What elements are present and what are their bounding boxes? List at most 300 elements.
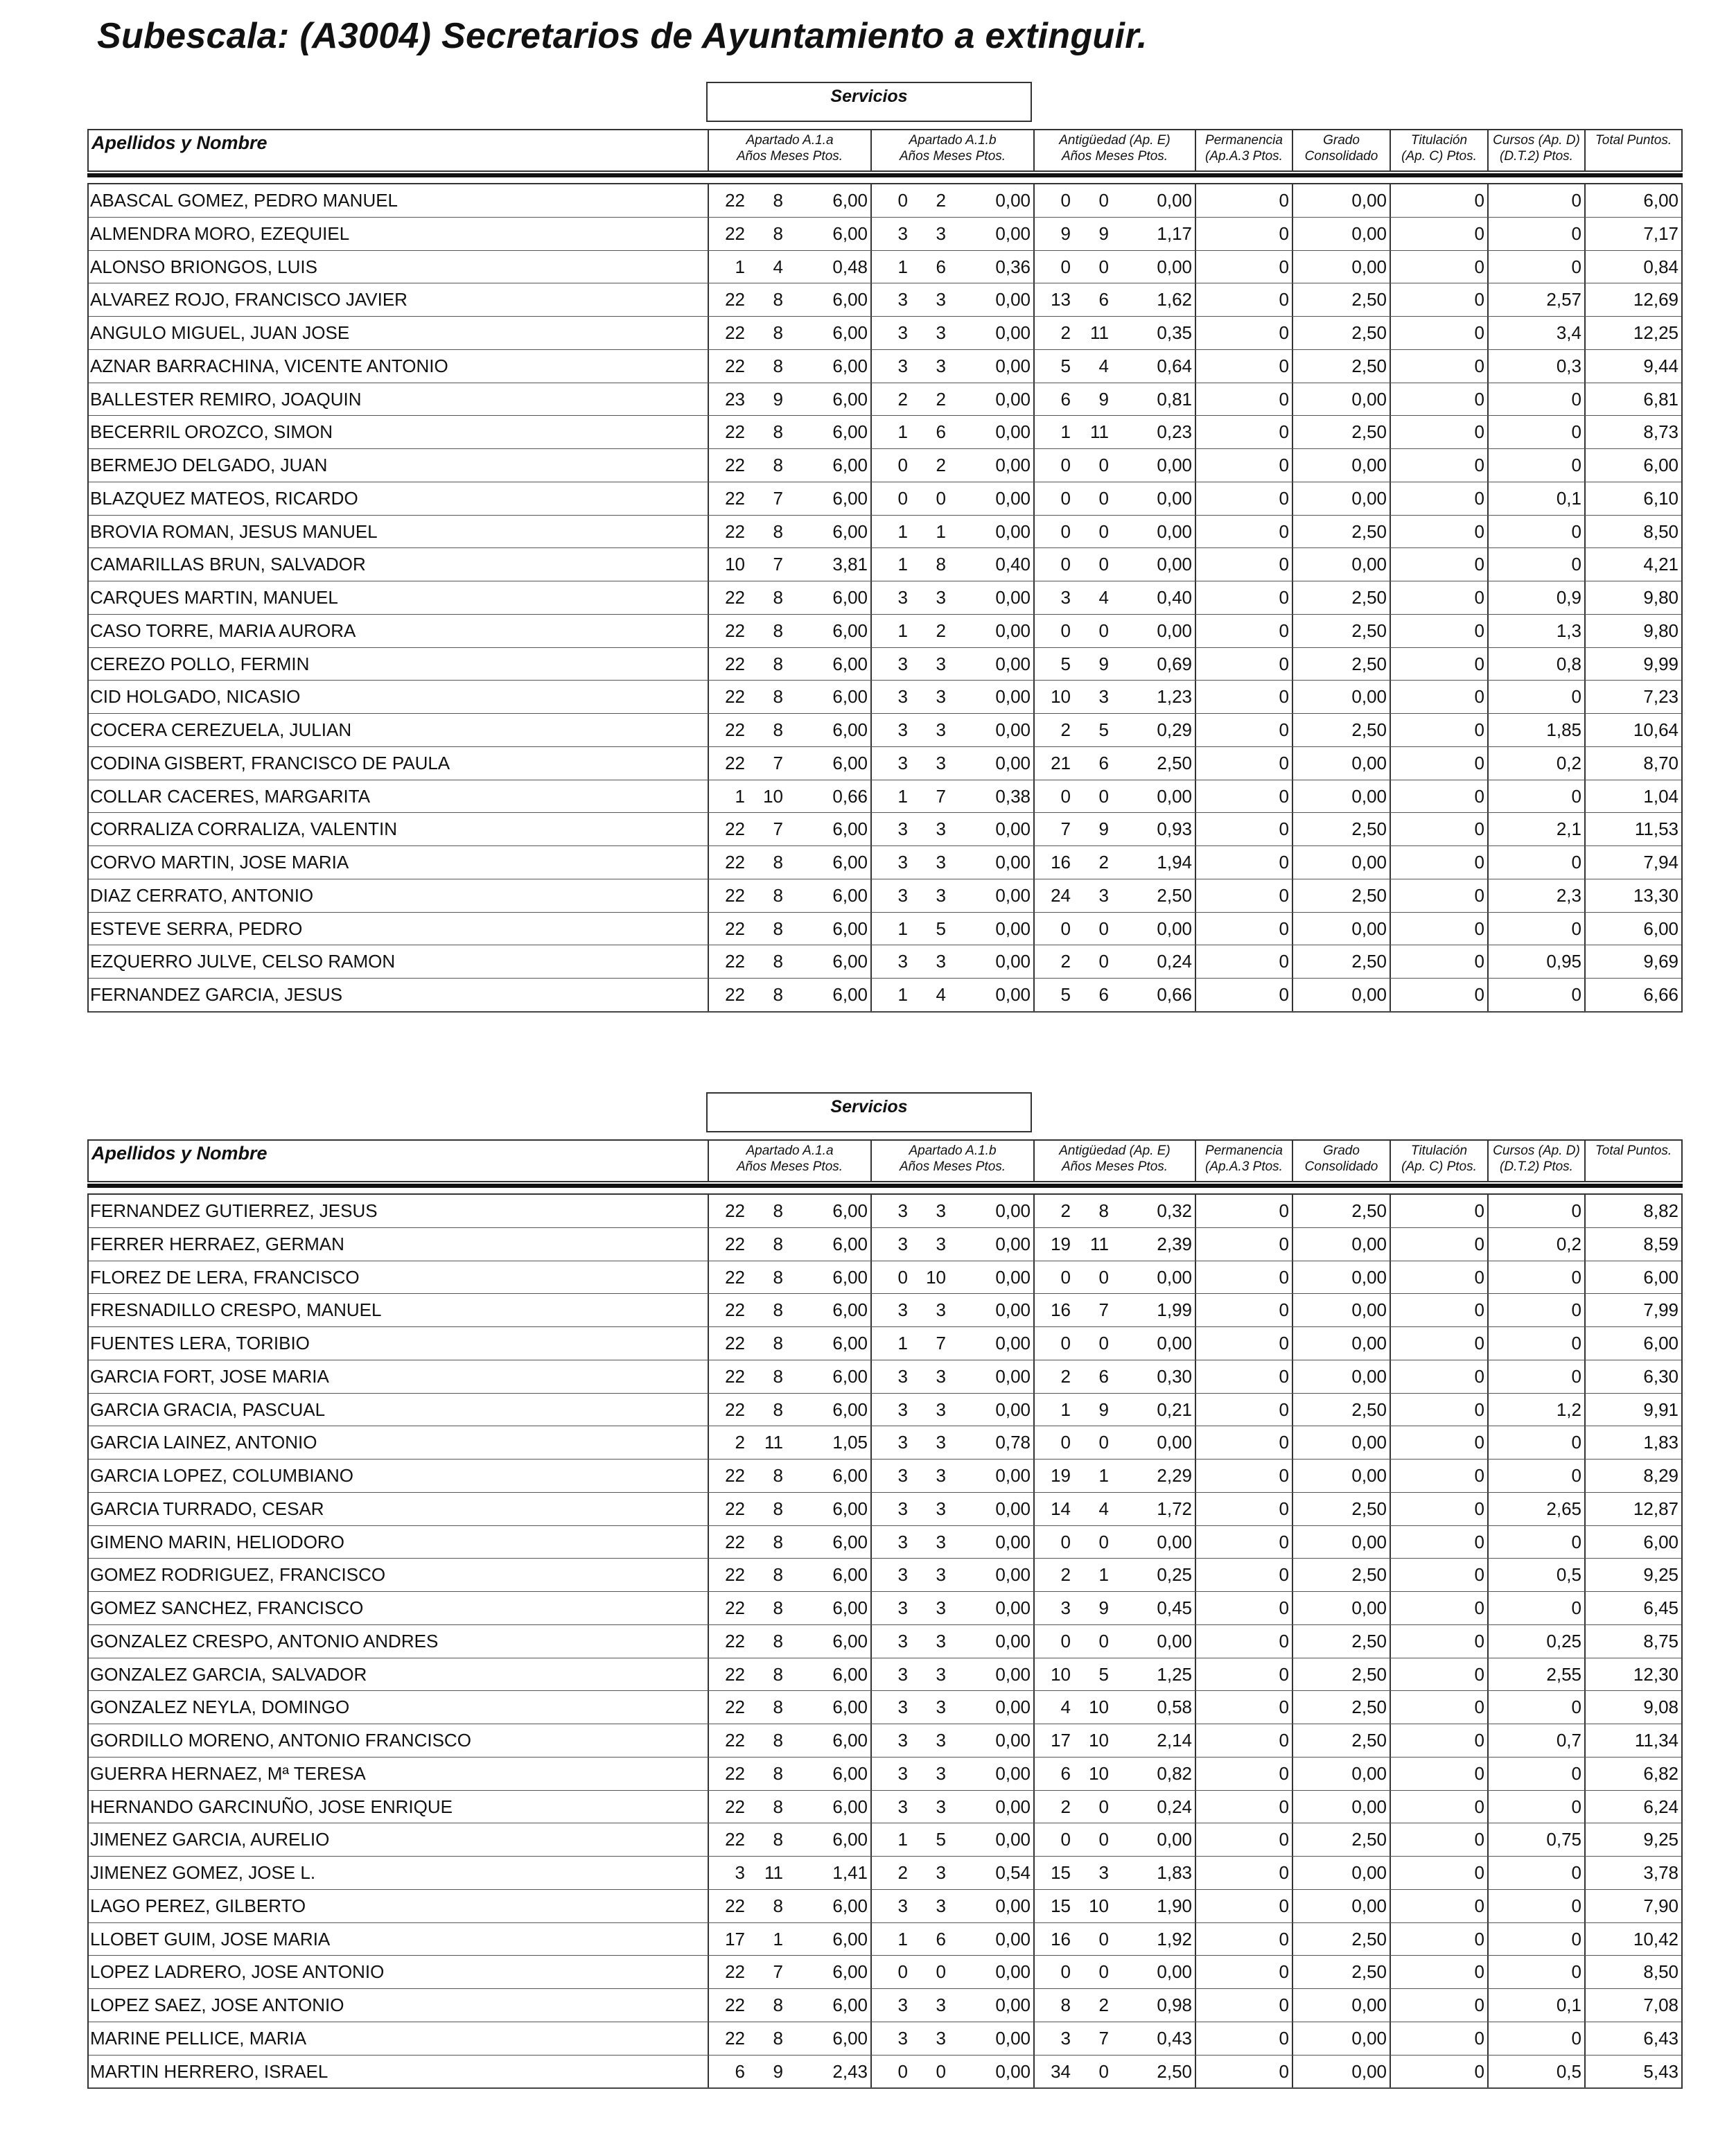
- cell-ant-meses: 5: [1098, 1663, 1109, 1685]
- cell-a1a-ptos: 6,00: [832, 1762, 868, 1784]
- col-header-titulacion: [1390, 130, 1487, 170]
- cell-permanencia: 0: [1195, 1493, 1292, 1525]
- cell-ant-ptos: 0,00: [1157, 190, 1192, 211]
- cell-ant-ptos: 0,00: [1157, 487, 1192, 509]
- cell-cursos: 0,3: [1487, 350, 1584, 383]
- cell-a1b-ptos: 0,00: [995, 1200, 1031, 1221]
- cell-total: 11,53: [1584, 813, 1681, 845]
- cell-ant-meses: 0: [1098, 1928, 1109, 1949]
- cell-a1b-meses: 3: [936, 1995, 946, 2015]
- cell-grado: 0,00: [1292, 383, 1390, 416]
- cell-ant-anos: 16: [1033, 846, 1075, 879]
- cell-a1a-meses: 8: [773, 421, 783, 443]
- cell-total: 12,30: [1584, 1658, 1681, 1691]
- table-row: [89, 2056, 1681, 2089]
- cell-ant-meses: 0: [1098, 455, 1109, 475]
- cell-cursos: 0,95: [1487, 945, 1584, 978]
- cell-grado: 2,50: [1292, 1724, 1390, 1757]
- cell-a1a-anos: 22: [708, 1526, 749, 1559]
- col-header-grado-line1: Grado: [1323, 133, 1360, 148]
- cell-ant-ptos: 0,29: [1157, 719, 1192, 740]
- cell-a1b-meses: 0: [936, 2060, 946, 2082]
- cell-ant-meses: 9: [1098, 222, 1109, 244]
- table-row: [89, 1658, 1681, 1692]
- cell-total: 8,59: [1584, 1228, 1681, 1261]
- cell-cursos: 0: [1487, 449, 1584, 482]
- table-row: [89, 2022, 1681, 2056]
- cell-cursos: 0: [1487, 1758, 1584, 1790]
- cell-permanencia: 0: [1195, 615, 1292, 647]
- cell-ant-ptos: 1,25: [1157, 1663, 1192, 1685]
- cell-total: 6,00: [1584, 913, 1681, 945]
- cell-total: 4,21: [1584, 548, 1681, 581]
- cell-grado: 2,50: [1292, 1691, 1390, 1724]
- cell-a1a-ptos: 3,81: [832, 554, 868, 575]
- cell-total: 6,00: [1584, 1526, 1681, 1559]
- cell-a1b-anos: 3: [870, 681, 912, 713]
- cell-cursos: 0: [1487, 681, 1584, 713]
- cell-a1a-ptos: 6,00: [832, 1200, 868, 1221]
- cell-titulacion: 0: [1390, 648, 1487, 681]
- table-row: [89, 1592, 1681, 1625]
- cell-cursos: 0: [1487, 548, 1584, 581]
- table-row: [89, 1327, 1681, 1360]
- cell-ant-ptos: 0,32: [1157, 1200, 1192, 1221]
- cell-a1a-meses: 8: [773, 1564, 783, 1586]
- cell-a1a-anos: 22: [708, 1394, 749, 1426]
- cell-ant-meses: 0: [1098, 190, 1109, 211]
- cell-permanencia: 0: [1195, 1394, 1292, 1426]
- cell-a1b-anos: 0: [870, 482, 912, 515]
- cell-grado: 2,50: [1292, 648, 1390, 681]
- table-row: [89, 1923, 1681, 1956]
- cell-permanencia: 0: [1195, 1228, 1292, 1261]
- cell-a1a-ptos: 6,00: [832, 1564, 868, 1586]
- table-row: [89, 449, 1681, 482]
- col-header-a1a: [708, 1141, 870, 1181]
- cell-name: ESTEVE SERRA, PEDRO: [90, 918, 303, 939]
- cell-name: BROVIA ROMAN, JESUS MANUEL: [90, 520, 378, 542]
- cell-name: ALMENDRA MORO, EZEQUIEL: [90, 222, 350, 244]
- cell-a1b-meses: 8: [936, 554, 946, 575]
- cell-name: ANGULO MIGUEL, JUAN JOSE: [90, 322, 350, 343]
- cell-ant-ptos: 0,00: [1157, 1829, 1192, 1850]
- cell-total: 8,29: [1584, 1460, 1681, 1492]
- cell-name: EZQUERRO JULVE, CELSO RAMON: [90, 951, 396, 972]
- cell-titulacion: 0: [1390, 1857, 1487, 1889]
- cell-a1b-ptos: 0,00: [995, 190, 1031, 211]
- table-body: [87, 1193, 1683, 2089]
- cell-a1a-anos: 1: [708, 780, 749, 813]
- cell-ant-meses: 6: [1098, 1365, 1109, 1387]
- cell-a1b-ptos: 0,00: [995, 1233, 1031, 1254]
- cell-ant-meses: 0: [1098, 487, 1109, 509]
- cell-ant-meses: 9: [1098, 653, 1109, 674]
- col-header-tit-line1: Titulación: [1410, 1143, 1468, 1158]
- cell-a1b-meses: 7: [936, 1333, 946, 1353]
- cell-a1b-meses: 2: [936, 388, 946, 410]
- cell-a1a-anos: 22: [708, 516, 749, 548]
- cell-ant-meses: 6: [1098, 984, 1109, 1005]
- cell-a1a-meses: 8: [773, 190, 783, 211]
- cell-a1a-meses: 4: [773, 256, 783, 277]
- cell-cursos: 0,7: [1487, 1724, 1584, 1757]
- table-row: [89, 1989, 1681, 2022]
- table-row: [89, 747, 1681, 780]
- cell-permanencia: 0: [1195, 1360, 1292, 1393]
- cell-a1b-meses: 3: [936, 355, 946, 376]
- table-row: [89, 416, 1681, 449]
- cell-a1a-meses: 8: [773, 1895, 783, 1916]
- servicios-header: Servicios: [706, 1092, 1032, 1132]
- cell-a1a-ptos: 6,00: [832, 653, 868, 674]
- cell-a1a-meses: 8: [773, 322, 783, 343]
- cell-ant-meses: 0: [1098, 1333, 1109, 1353]
- cell-titulacion: 0: [1390, 2056, 1487, 2088]
- cell-a1b-meses: 3: [936, 1531, 946, 1552]
- cell-titulacion: 0: [1390, 383, 1487, 416]
- column-header-row: [87, 129, 1683, 172]
- cell-titulacion: 0: [1390, 879, 1487, 912]
- cell-name: CEREZO POLLO, FERMIN: [90, 653, 310, 674]
- cell-a1b-anos: 3: [870, 1658, 912, 1691]
- cell-a1a-anos: 22: [708, 1823, 749, 1856]
- cell-ant-ptos: 0,24: [1157, 951, 1192, 972]
- col-header-a1b-line2: Años Meses Ptos.: [899, 1159, 1006, 1174]
- cell-name: JIMENEZ GARCIA, AURELIO: [90, 1829, 330, 1850]
- col-header-antiguedad: [1033, 130, 1195, 170]
- cell-a1a-meses: 8: [773, 1531, 783, 1552]
- cell-a1a-ptos: 6,00: [832, 918, 868, 939]
- table-row: [89, 516, 1681, 549]
- cell-a1a-meses: 8: [773, 884, 783, 906]
- cell-titulacion: 0: [1390, 184, 1487, 217]
- cell-ant-anos: 24: [1033, 879, 1075, 912]
- cell-a1b-anos: 3: [870, 648, 912, 681]
- cell-permanencia: 0: [1195, 449, 1292, 482]
- cell-grado: 0,00: [1292, 1228, 1390, 1261]
- cell-a1a-anos: 22: [708, 1559, 749, 1591]
- col-header-name: Apellidos y Nombre: [91, 132, 268, 153]
- col-header-grado-line2: Consolidado: [1304, 1159, 1378, 1174]
- col-header-total-label: Total Puntos.: [1595, 133, 1672, 148]
- cell-a1b-meses: 2: [936, 455, 946, 475]
- cell-cursos: 2,65: [1487, 1493, 1584, 1525]
- col-header-a1a: [708, 130, 870, 170]
- cell-a1b-anos: 3: [870, 581, 912, 614]
- table-row: [89, 1294, 1681, 1327]
- cell-total: 12,87: [1584, 1493, 1681, 1525]
- cell-a1b-anos: 3: [870, 1493, 912, 1525]
- col-header-tit-line1: Titulación: [1410, 133, 1468, 148]
- cell-permanencia: 0: [1195, 1460, 1292, 1492]
- cell-titulacion: 0: [1390, 1724, 1487, 1757]
- cell-ant-meses: 4: [1098, 587, 1109, 608]
- table-row: [89, 780, 1681, 814]
- cell-ant-ptos: 0,35: [1157, 322, 1192, 343]
- cell-a1a-ptos: 6,00: [832, 1730, 868, 1751]
- cell-grado: 2,50: [1292, 283, 1390, 316]
- cell-ant-ptos: 0,00: [1157, 1333, 1192, 1353]
- cell-a1b-ptos: 0,00: [995, 421, 1031, 443]
- cell-ant-anos: 0: [1033, 913, 1075, 945]
- cell-cursos: 0,8: [1487, 648, 1584, 681]
- cell-permanencia: 0: [1195, 1956, 1292, 1988]
- cell-name: HERNANDO GARCINUÑO, JOSE ENRIQUE: [90, 1796, 453, 1817]
- cell-grado: 0,00: [1292, 449, 1390, 482]
- cell-ant-meses: 2: [1098, 1995, 1109, 2015]
- table-row: [89, 813, 1681, 846]
- cell-a1b-meses: 10: [926, 1266, 946, 1288]
- cell-name: GUERRA HERNAEZ, Mª TERESA: [90, 1762, 366, 1784]
- table-row: [89, 1691, 1681, 1724]
- cell-a1b-ptos: 0,00: [995, 1697, 1031, 1718]
- cell-a1a-anos: 22: [708, 1327, 749, 1360]
- cell-name: FLOREZ DE LERA, FRANCISCO: [90, 1266, 360, 1288]
- cell-grado: 0,00: [1292, 1857, 1390, 1889]
- cell-titulacion: 0: [1390, 1360, 1487, 1393]
- cell-a1a-meses: 8: [773, 719, 783, 740]
- table-row: [89, 548, 1681, 581]
- cell-a1a-ptos: 6,00: [832, 951, 868, 972]
- cell-ant-meses: 0: [1098, 256, 1109, 277]
- cell-a1a-meses: 8: [773, 686, 783, 708]
- cell-a1b-meses: 3: [936, 951, 946, 972]
- cell-total: 6,10: [1584, 482, 1681, 515]
- cell-cursos: 0,9: [1487, 581, 1584, 614]
- cell-a1a-meses: 8: [773, 1365, 783, 1387]
- cell-a1a-anos: 1: [708, 251, 749, 283]
- cell-a1a-anos: 22: [708, 416, 749, 448]
- cell-a1b-ptos: 0,00: [995, 818, 1031, 840]
- cell-name: GOMEZ SANCHEZ, FRANCISCO: [90, 1597, 364, 1618]
- cell-cursos: 0: [1487, 1923, 1584, 1956]
- cell-a1b-meses: 3: [936, 1762, 946, 1784]
- cell-a1b-anos: 3: [870, 1890, 912, 1922]
- cell-a1a-ptos: 6,00: [832, 1961, 868, 1983]
- cell-a1b-ptos: 0,00: [995, 587, 1031, 608]
- cell-ant-ptos: 1,17: [1157, 222, 1192, 244]
- cell-cursos: 0: [1487, 1956, 1584, 1988]
- cell-cursos: 0: [1487, 1426, 1584, 1459]
- cell-permanencia: 0: [1195, 1758, 1292, 1790]
- cell-ant-ptos: 2,39: [1157, 1233, 1192, 1254]
- table-row: [89, 251, 1681, 284]
- cell-cursos: 0,25: [1487, 1625, 1584, 1658]
- cell-permanencia: 0: [1195, 416, 1292, 448]
- cell-ant-anos: 0: [1033, 548, 1075, 581]
- cell-name: BECERRIL OROZCO, SIMON: [90, 421, 333, 443]
- col-header-ant-line1: Antigüedad (Ap. E): [1059, 133, 1171, 148]
- cell-ant-ptos: 0,58: [1157, 1697, 1192, 1718]
- cell-ant-meses: 10: [1089, 1762, 1109, 1784]
- cell-a1b-meses: 3: [936, 222, 946, 244]
- cell-a1a-anos: 22: [708, 350, 749, 383]
- cell-permanencia: 0: [1195, 1559, 1292, 1591]
- header-divider: [87, 1184, 1683, 1188]
- cell-a1b-ptos: 0,00: [995, 1796, 1031, 1817]
- cell-grado: 0,00: [1292, 979, 1390, 1011]
- cell-cursos: 0: [1487, 516, 1584, 548]
- cell-ant-anos: 0: [1033, 1526, 1075, 1559]
- cell-a1a-meses: 8: [773, 1498, 783, 1519]
- cell-grado: 2,50: [1292, 1823, 1390, 1856]
- cell-cursos: 1,3: [1487, 615, 1584, 647]
- cell-a1b-ptos: 0,00: [995, 852, 1031, 873]
- cell-a1b-ptos: 0,00: [995, 1630, 1031, 1651]
- cell-name: GONZALEZ CRESPO, ANTONIO ANDRES: [90, 1630, 439, 1651]
- cell-grado: 0,00: [1292, 846, 1390, 879]
- cell-ant-anos: 3: [1033, 2022, 1075, 2055]
- cell-a1b-meses: 3: [936, 1663, 946, 1685]
- cell-a1b-anos: 3: [870, 1592, 912, 1624]
- cell-a1b-meses: 3: [936, 653, 946, 674]
- cell-a1a-anos: 22: [708, 1360, 749, 1393]
- cell-cursos: 0: [1487, 1195, 1584, 1227]
- cell-total: 8,50: [1584, 516, 1681, 548]
- cell-cursos: 1,2: [1487, 1394, 1584, 1426]
- col-header-titulacion: [1390, 1141, 1487, 1181]
- cell-ant-ptos: 0,24: [1157, 1796, 1192, 1817]
- cell-permanencia: 0: [1195, 1791, 1292, 1823]
- table-row: [89, 1526, 1681, 1559]
- cell-a1a-ptos: 6,00: [832, 520, 868, 542]
- cell-total: 6,43: [1584, 2022, 1681, 2055]
- cell-ant-anos: 0: [1033, 482, 1075, 515]
- cell-permanencia: 0: [1195, 648, 1292, 681]
- table-row: [89, 615, 1681, 648]
- cell-a1b-meses: 6: [936, 256, 946, 277]
- cell-permanencia: 0: [1195, 482, 1292, 515]
- cell-a1a-meses: 8: [773, 1299, 783, 1321]
- cell-titulacion: 0: [1390, 218, 1487, 250]
- cell-a1b-meses: 4: [936, 984, 946, 1005]
- cell-a1a-meses: 9: [773, 388, 783, 410]
- col-header-perm-line2: (Ap.A.3 Ptos.: [1205, 1159, 1283, 1174]
- col-header-a1b: [870, 1141, 1033, 1181]
- cell-grado: 0,00: [1292, 747, 1390, 780]
- cell-ant-ptos: 0,21: [1157, 1399, 1192, 1420]
- cell-a1b-anos: 3: [870, 1625, 912, 1658]
- cell-ant-meses: 4: [1098, 1498, 1109, 1519]
- cell-a1b-meses: 3: [936, 686, 946, 708]
- cell-a1b-ptos: 0,00: [995, 984, 1031, 1005]
- cell-ant-anos: 0: [1033, 251, 1075, 283]
- cell-total: 12,25: [1584, 317, 1681, 349]
- cell-a1a-anos: 2: [708, 1426, 749, 1459]
- cell-a1a-ptos: 6,00: [832, 1597, 868, 1618]
- cell-ant-ptos: 0,66: [1157, 984, 1192, 1005]
- cell-permanencia: 0: [1195, 2056, 1292, 2088]
- cell-ant-ptos: 2,50: [1157, 2060, 1192, 2082]
- cell-a1a-anos: 3: [708, 1857, 749, 1889]
- table-row: [89, 317, 1681, 350]
- cell-ant-anos: 16: [1033, 1923, 1075, 1956]
- cell-a1b-anos: 1: [870, 979, 912, 1011]
- cell-ant-ptos: 0,00: [1157, 918, 1192, 939]
- cell-a1b-ptos: 0,00: [995, 1928, 1031, 1949]
- cell-total: 0,84: [1584, 251, 1681, 283]
- cell-a1a-anos: 22: [708, 1625, 749, 1658]
- cell-a1b-ptos: 0,00: [995, 653, 1031, 674]
- cell-a1a-meses: 8: [773, 1399, 783, 1420]
- cell-a1b-meses: 3: [936, 1365, 946, 1387]
- cell-titulacion: 0: [1390, 1327, 1487, 1360]
- cell-a1a-anos: 22: [708, 747, 749, 780]
- cell-a1a-anos: 22: [708, 482, 749, 515]
- cell-ant-meses: 0: [1098, 1630, 1109, 1651]
- cell-a1a-ptos: 6,00: [832, 455, 868, 475]
- cell-a1a-ptos: 0,66: [832, 785, 868, 807]
- cell-ant-meses: 1: [1098, 1564, 1109, 1586]
- cell-a1b-anos: 3: [870, 1791, 912, 1823]
- cell-grado: 2,50: [1292, 879, 1390, 912]
- cell-a1a-meses: 7: [773, 818, 783, 840]
- cell-grado: 2,50: [1292, 1195, 1390, 1227]
- cell-cursos: 2,1: [1487, 813, 1584, 845]
- cell-a1b-meses: 7: [936, 785, 946, 807]
- cell-a1a-ptos: 6,00: [832, 1895, 868, 1916]
- cell-a1a-ptos: 6,00: [832, 1299, 868, 1321]
- cell-a1b-anos: 3: [870, 1989, 912, 2022]
- cell-permanencia: 0: [1195, 350, 1292, 383]
- cell-a1b-ptos: 0,00: [995, 951, 1031, 972]
- cell-a1b-meses: 3: [936, 752, 946, 773]
- cell-a1b-ptos: 0,00: [995, 1961, 1031, 1983]
- cell-a1a-meses: 8: [773, 984, 783, 1005]
- cell-total: 11,34: [1584, 1724, 1681, 1757]
- cell-grado: 2,50: [1292, 1394, 1390, 1426]
- cell-cursos: 0,5: [1487, 2056, 1584, 2088]
- cell-permanencia: 0: [1195, 1724, 1292, 1757]
- cell-ant-meses: 11: [1090, 322, 1109, 343]
- cell-titulacion: 0: [1390, 1460, 1487, 1492]
- cell-a1a-anos: 22: [708, 945, 749, 978]
- cell-a1b-anos: 1: [870, 780, 912, 813]
- cell-a1a-anos: 22: [708, 979, 749, 1011]
- cell-cursos: 0: [1487, 1294, 1584, 1326]
- cell-cursos: 0,1: [1487, 482, 1584, 515]
- cell-a1a-ptos: 6,00: [832, 752, 868, 773]
- table-row: [89, 1625, 1681, 1658]
- cell-name: BLAZQUEZ MATEOS, RICARDO: [90, 487, 358, 509]
- cell-ant-anos: 0: [1033, 1823, 1075, 1856]
- cell-ant-anos: 21: [1033, 747, 1075, 780]
- col-header-ant-line2: Años Meses Ptos.: [1061, 1159, 1168, 1174]
- table-row: [89, 1857, 1681, 1890]
- col-header-tit-line2: (Ap. C) Ptos.: [1401, 1159, 1477, 1174]
- cell-name: MARINE PELLICE, MARIA: [90, 2027, 307, 2049]
- cell-ant-ptos: 0,00: [1157, 785, 1192, 807]
- cell-cursos: 0: [1487, 1691, 1584, 1724]
- table-row: [89, 1228, 1681, 1261]
- cell-titulacion: 0: [1390, 516, 1487, 548]
- cell-a1b-anos: 3: [870, 1559, 912, 1591]
- cell-a1b-ptos: 0,38: [995, 785, 1031, 807]
- cell-a1a-meses: 8: [773, 1630, 783, 1651]
- cell-name: FERRER HERRAEZ, GERMAN: [90, 1233, 344, 1254]
- cell-a1a-ptos: 6,00: [832, 1995, 868, 2015]
- col-header-cur-line2: (D.T.2) Ptos.: [1500, 149, 1573, 164]
- cell-grado: 2,50: [1292, 1956, 1390, 1988]
- col-header-cursos: [1487, 130, 1584, 170]
- cell-a1a-ptos: 6,00: [832, 1266, 868, 1288]
- cell-a1a-ptos: 6,00: [832, 852, 868, 873]
- cell-ant-ptos: 2,50: [1157, 884, 1192, 906]
- col-header-a1b-line2: Años Meses Ptos.: [899, 149, 1006, 164]
- cell-ant-meses: 1: [1098, 1465, 1109, 1486]
- cell-a1a-ptos: 6,00: [832, 1663, 868, 1685]
